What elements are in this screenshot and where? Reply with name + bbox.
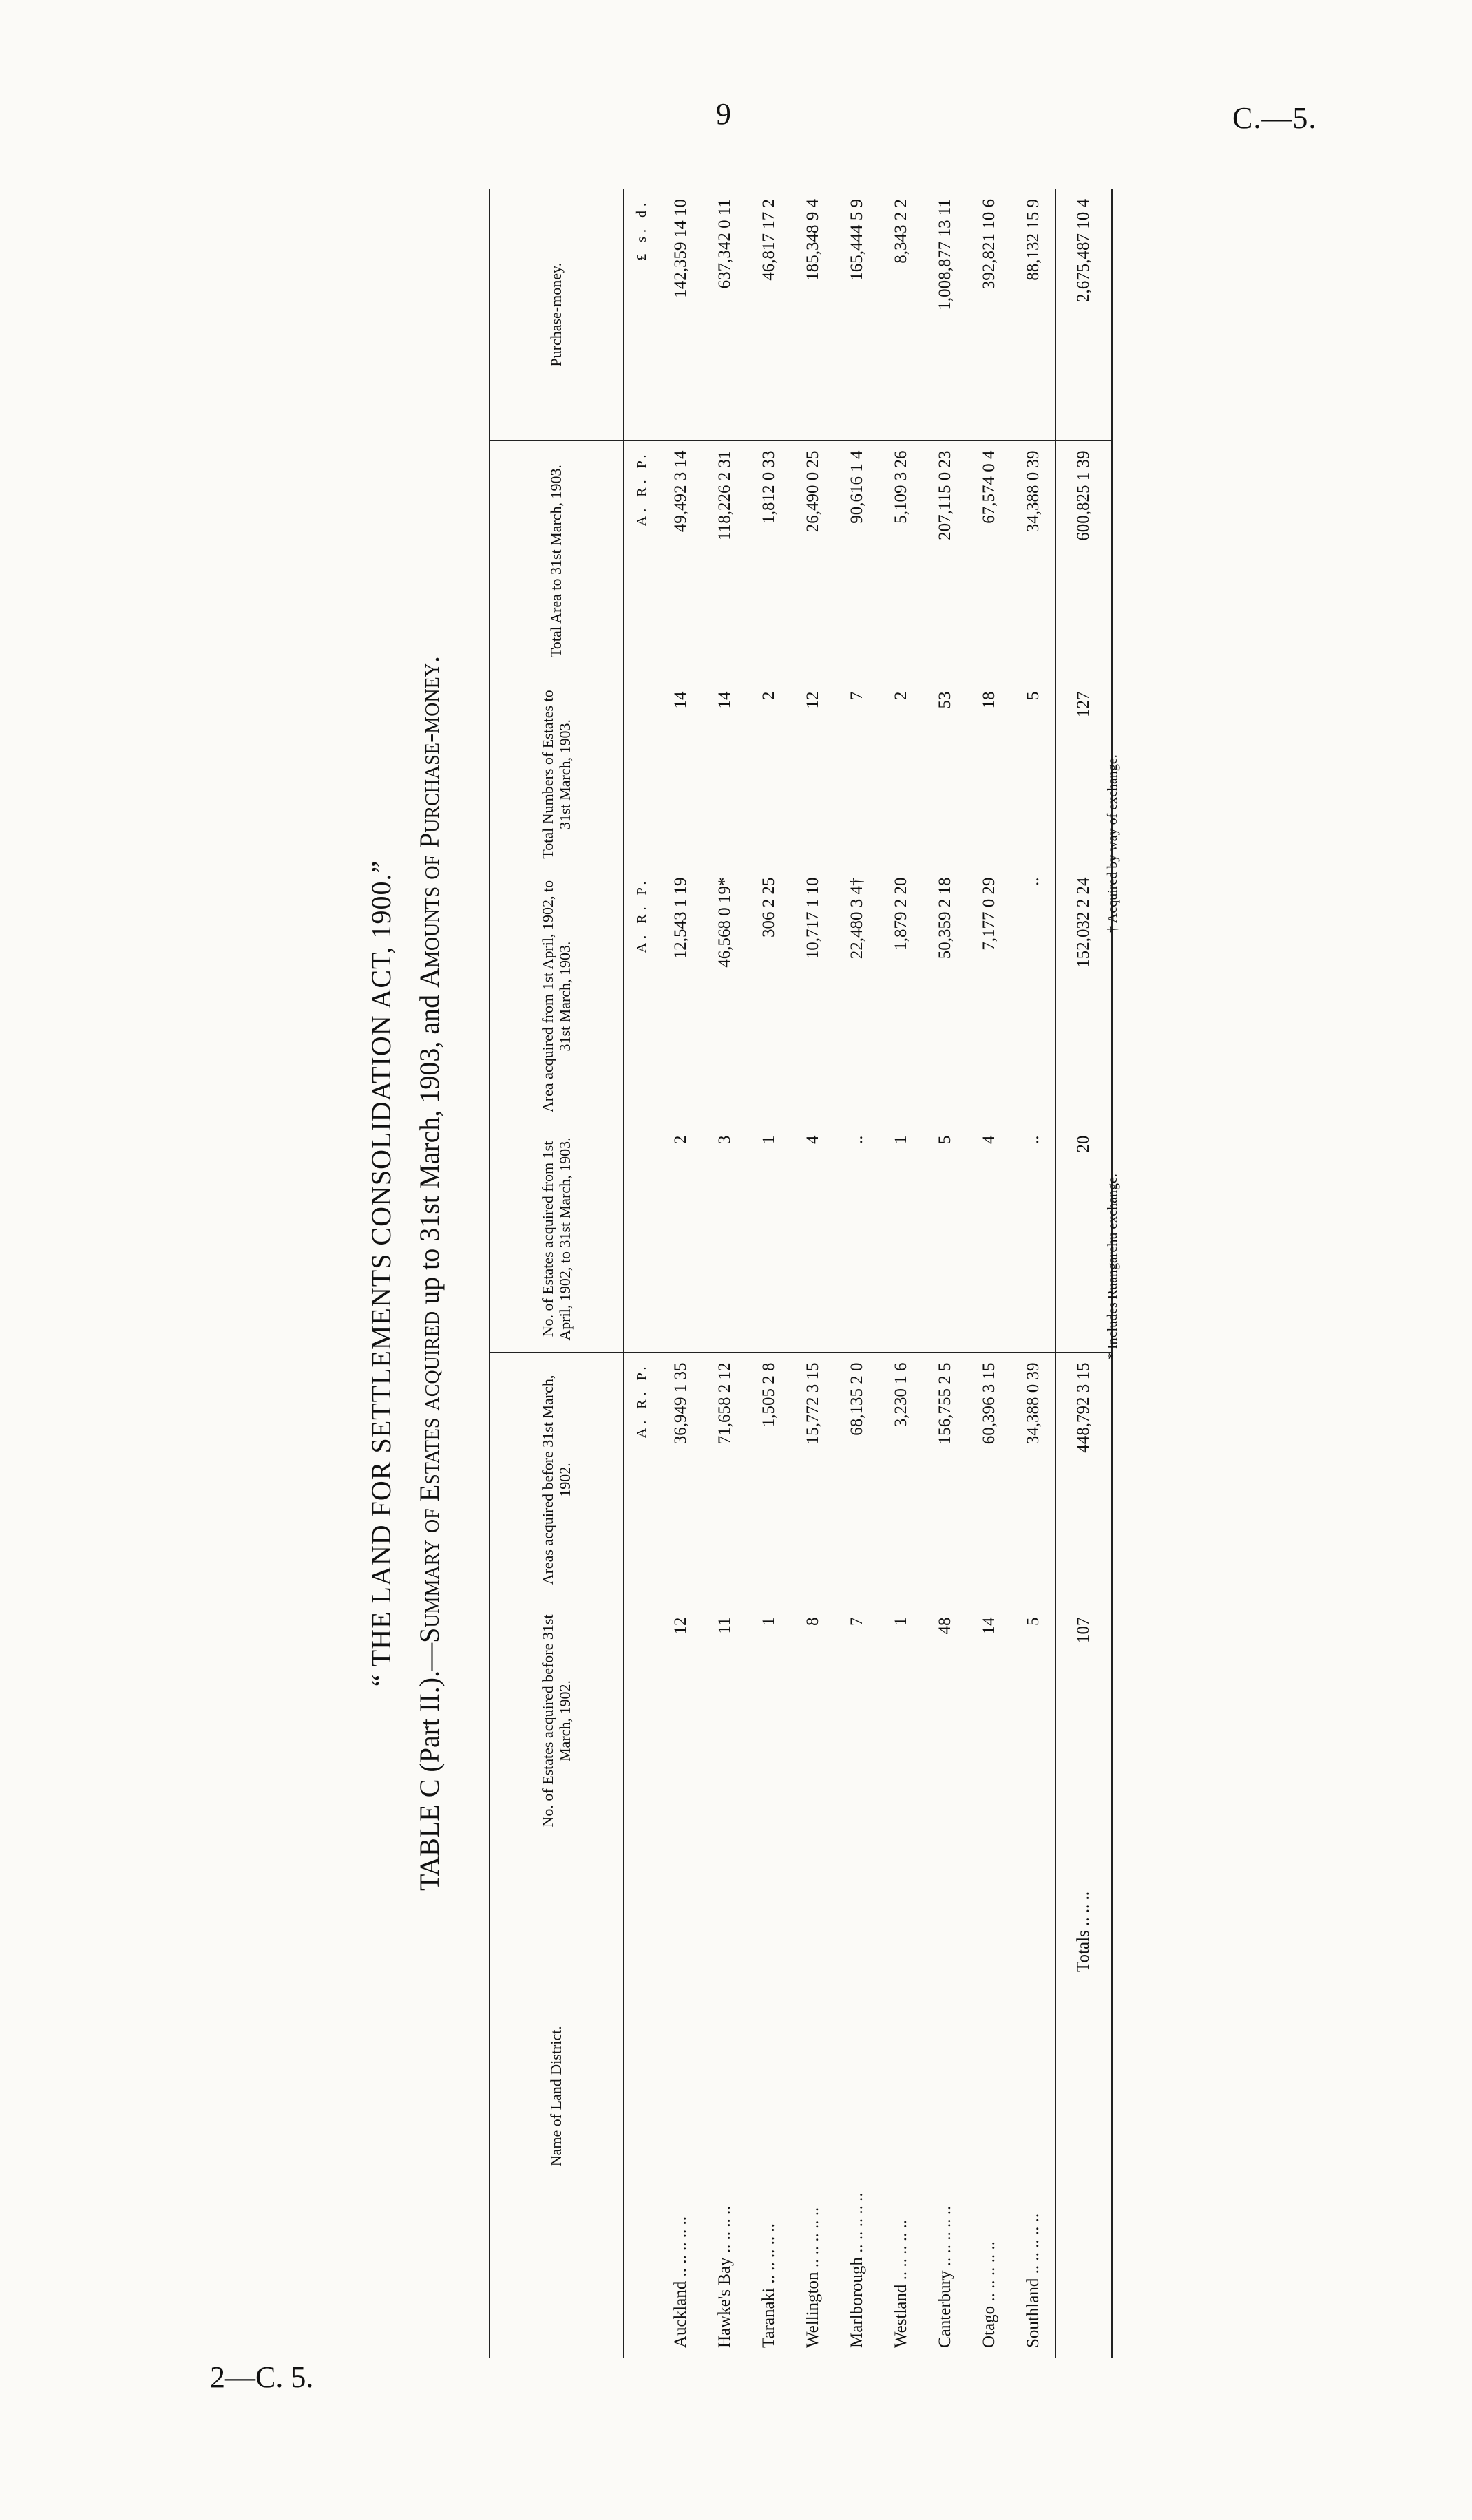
estates-before: 7: [835, 1607, 879, 1834]
area-during: 22,480 3 4†: [835, 867, 879, 1125]
footer-series-number: 2—C. 5.: [210, 2360, 314, 2394]
purchase-money: 185,348 9 4: [791, 189, 835, 441]
district-name: Taranaki .. .. .. .. ..: [759, 2223, 778, 2348]
total-area: 5,109 3 26: [879, 441, 923, 681]
area-during: ..: [1011, 867, 1056, 1125]
subtitle-prefix: TABLE C (Part II.).—: [414, 1642, 445, 1891]
total-estates: 18: [967, 681, 1011, 867]
estates-before: 1: [879, 1607, 923, 1834]
total-estates: 5: [1011, 681, 1056, 867]
estates-before: 11: [703, 1607, 747, 1834]
col-header-total-estates: Total Numbers of Estates to 31st March, 1903.: [490, 681, 624, 867]
table-subtitle: [413, 189, 445, 2358]
area-before: 156,755 2 5: [923, 1353, 967, 1607]
col-header-estates-during: No. of Estates acquired from 1st April, 1902, to 31st March, 1903.: [490, 1125, 624, 1353]
total-area: 34,388 0 39: [1011, 441, 1056, 681]
district-name: Wellington .. .. .. .. ..: [803, 2207, 822, 2348]
estates-during: ..: [835, 1125, 879, 1353]
page-number: 9: [716, 97, 731, 131]
table-row: [659, 189, 703, 2358]
units-total-area: A. R. P.: [624, 441, 659, 681]
units-area-during: A. R. P.: [624, 867, 659, 1125]
purchase-money: 637,342 0 11: [703, 189, 747, 441]
col-header-estates-before: No. of Estates acquired before 31st March, 1902.: [490, 1607, 624, 1834]
total-estates: 14: [703, 681, 747, 867]
district-name: Westland .. .. .. .. ..: [892, 2219, 910, 2348]
series-number: C.—5.: [1232, 101, 1317, 135]
area-before: 34,388 0 39: [1011, 1353, 1056, 1607]
estates-during: 4: [967, 1125, 1011, 1353]
totals-total-estates: 127: [1056, 681, 1113, 867]
subtitle-middle: up to 31st March, 1903, and: [414, 987, 445, 1311]
totals-estates-during: 20: [1056, 1125, 1113, 1353]
table-row: [747, 189, 791, 2358]
totals-estates-before: 107: [1056, 1607, 1113, 1834]
total-estates: 53: [923, 681, 967, 867]
estates-during: 1: [747, 1125, 791, 1353]
estates-during: 4: [791, 1125, 835, 1353]
table-row: [703, 189, 747, 2358]
totals-purchase-money: 2,675,487 10 4: [1056, 189, 1113, 441]
footnote-ruangarehu: * Includes Ruangarehu exchange.: [1105, 1174, 1120, 1359]
total-area: 1,812 0 33: [747, 441, 791, 681]
estates-before: 12: [659, 1607, 703, 1834]
total-estates: 12: [791, 681, 835, 867]
header-row: [490, 189, 624, 2358]
footnote-exchange: † Acquired by way of exchange.: [1105, 754, 1120, 933]
area-during: 50,359 2 18: [923, 867, 967, 1125]
area-during: 46,568 0 19*: [703, 867, 747, 1125]
district-name: Auckland .. .. .. .. ..: [671, 2216, 690, 2348]
area-during: 1,879 2 20: [879, 867, 923, 1125]
total-area: 207,115 0 23: [923, 441, 967, 681]
total-area: 26,490 0 25: [791, 441, 835, 681]
total-estates: 7: [835, 681, 879, 867]
rotated-table-section: [365, 189, 1129, 2358]
area-during: 12,543 1 19: [659, 867, 703, 1125]
units-area-before: A. R. P.: [624, 1353, 659, 1607]
area-during: 306 2 25: [747, 867, 791, 1125]
purchase-money: 8,343 2 2: [879, 189, 923, 441]
col-header-district: Name of Land District.: [547, 2026, 565, 2167]
table-row: [1011, 189, 1056, 2358]
table-row: [967, 189, 1011, 2358]
estates-before: 1: [747, 1607, 791, 1834]
area-before: 3,230 1 6: [879, 1353, 923, 1607]
total-estates: 2: [747, 681, 791, 867]
totals-area-during: 152,032 2 24: [1056, 867, 1113, 1125]
area-before: 68,135 2 0: [835, 1353, 879, 1607]
purchase-money: 392,821 10 6: [967, 189, 1011, 441]
estates-during: 1: [879, 1125, 923, 1353]
total-estates: 14: [659, 681, 703, 867]
area-during: 10,717 1 10: [791, 867, 835, 1125]
district-name: Marlborough .. .. .. .. ..: [848, 2192, 866, 2348]
estates-during: ..: [1011, 1125, 1056, 1353]
district-name: Hawke's Bay .. .. .. ..: [715, 2205, 734, 2348]
estates-before: 5: [1011, 1607, 1056, 1834]
area-before: 60,396 3 15: [967, 1353, 1011, 1607]
estates-during: 2: [659, 1125, 703, 1353]
subtitle-small-caps-2: Amounts of Purchase-money.: [414, 656, 445, 988]
area-before: 71,658 2 12: [703, 1353, 747, 1607]
table-title: “ THE LAND FOR SETTLEMENTS CONSOLIDATION ACT, 1900.”: [366, 860, 397, 1687]
estates-before: 48: [923, 1607, 967, 1834]
totals-area-before: 448,792 3 15: [1056, 1353, 1113, 1607]
estates-before: 8: [791, 1607, 835, 1834]
col-header-total-area: Total Area to 31st March, 1903.: [490, 441, 624, 681]
area-before: 1,505 2 8: [747, 1353, 791, 1607]
subtitle-small-caps-1: Summary of Estates acquired: [414, 1311, 445, 1643]
area-during: 7,177 0 29: [967, 867, 1011, 1125]
col-header-purchase-money: Purchase-money.: [490, 189, 624, 441]
district-name: Otago .. .. .. .. ..: [980, 2241, 998, 2348]
total-area: 118,226 2 31: [703, 441, 747, 681]
units-money: £ s. d.: [624, 189, 659, 441]
table-row: [835, 189, 879, 2358]
purchase-money: 142,359 14 10: [659, 189, 703, 441]
area-before: 36,949 1 35: [659, 1353, 703, 1607]
table-row: [791, 189, 835, 2358]
totals-row: [1056, 189, 1113, 2358]
purchase-money: 88,132 15 9: [1011, 189, 1056, 441]
total-area: 67,574 0 4: [967, 441, 1011, 681]
purchase-money: 1,008,877 13 11: [923, 189, 967, 441]
estates-before: 14: [967, 1607, 1011, 1834]
total-area: 49,492 3 14: [659, 441, 703, 681]
col-header-area-before: Areas acquired before 31st March, 1902.: [490, 1353, 624, 1607]
district-name: Southland .. .. .. .. ..: [1024, 2213, 1042, 2348]
district-name: Canterbury .. .. .. .. ..: [936, 2205, 954, 2348]
estates-during: 5: [923, 1125, 967, 1353]
table-row: [923, 189, 967, 2358]
purchase-money: 46,817 17 2: [747, 189, 791, 441]
table-row: [879, 189, 923, 2358]
units-row: [624, 189, 659, 2358]
totals-label: Totals .. .. ..: [1056, 1834, 1113, 2358]
estates-during: 3: [703, 1125, 747, 1353]
summary-table: [489, 189, 1113, 2358]
total-area: 90,616 1 4: [835, 441, 879, 681]
total-estates: 2: [879, 681, 923, 867]
col-header-area-during: Area acquired from 1st April, 1902, to 31st March, 1903.: [490, 867, 624, 1125]
totals-total-area: 600,825 1 39: [1056, 441, 1113, 681]
purchase-money: 165,444 5 9: [835, 189, 879, 441]
area-before: 15,772 3 15: [791, 1353, 835, 1607]
